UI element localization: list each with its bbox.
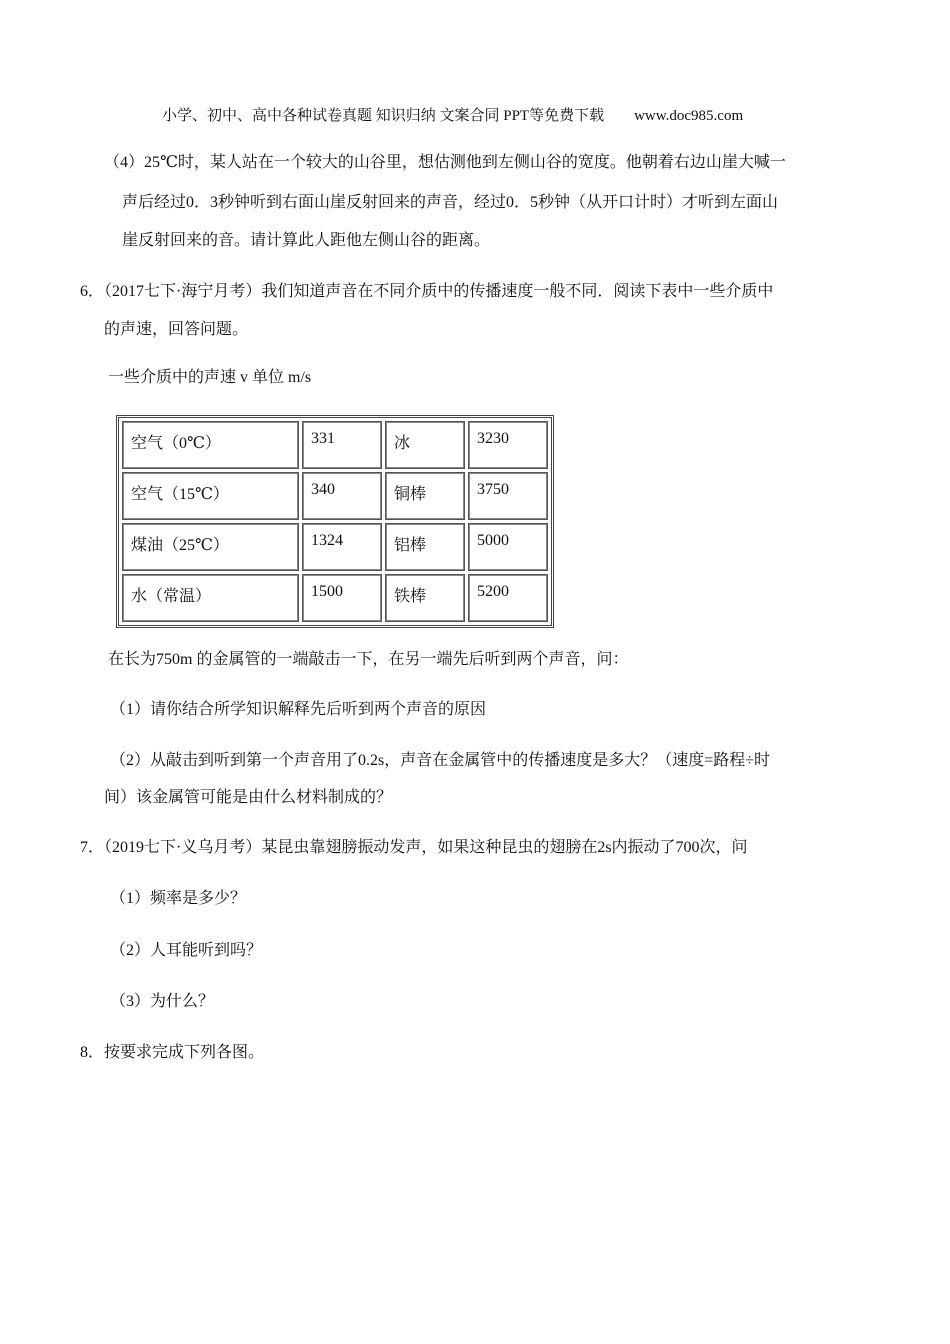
q7-sub1: （1）频率是多少？ — [110, 890, 247, 907]
table-cell: 3750 — [468, 472, 548, 520]
q6-sub1: （1）请你结合所学知识解释先后听到两个声音的原因 — [110, 701, 487, 718]
q6-sub2-line1: （2）从敲击到听到第一个声音用了0.2s，声音在金属管中的传播速度是多大？（速度=路程÷时 — [110, 752, 771, 769]
q6-stem: 在长为750m 的金属管的一端敲击一下，在另一端先后听到两个声音，问： — [108, 651, 629, 668]
q7-stem: 7．（2019七下·义乌月考）某昆虫靠翅膀振动发声，如果这种昆虫的翅膀在2s内振动了700次，问 — [80, 839, 748, 856]
table-cell: 331 — [302, 421, 382, 469]
table-cell: 空气（0℃） — [122, 421, 299, 469]
table-cell: 5200 — [468, 574, 548, 622]
table-cell: 煤油（25℃） — [122, 523, 299, 571]
table-cell: 冰 — [385, 421, 465, 469]
table-cell: 铜棒 — [385, 472, 465, 520]
table-cell: 5000 — [468, 523, 548, 571]
q7-sub2: （2）人耳能听到吗？ — [110, 942, 263, 959]
sound-speed-table — [116, 415, 554, 628]
table-cell: 1500 — [302, 574, 382, 622]
table-cell: 340 — [302, 472, 382, 520]
table-cell: 水（常温） — [122, 574, 299, 622]
table-row — [122, 574, 548, 622]
table-cell: 铁棒 — [385, 574, 465, 622]
q7-sub3: （3）为什么？ — [110, 993, 215, 1010]
q8-stem: 8．按要求完成下列各图。 — [80, 1044, 265, 1061]
table-cell: 3230 — [468, 421, 548, 469]
table-cell: 1324 — [302, 523, 382, 571]
q5-4-line2: 声后经过0．3秒钟听到右面山崖反射回来的声音，经过0．5秒钟（从开口计时）才听到左面山 — [122, 194, 779, 211]
table-cell: 空气（15℃） — [122, 472, 299, 520]
table-cell: 铝棒 — [385, 523, 465, 571]
q6-line1: 6．（2017七下·海宁月考）我们知道声音在不同介质中的传播速度一般不同．阅读下表中一些介质中 — [80, 283, 774, 300]
table-row — [122, 472, 548, 520]
q6-sub2-line2: 间）该金属管可能是由什么材料制成的？ — [104, 789, 393, 806]
page-header: 小学、初中、高中各种试卷真题 知识归纳 文案合同 PPT等免费下载 www.doc985.com — [162, 108, 744, 124]
q5-4-line1: （4）25℃时，某人站在一个较大的山谷里，想估测他到左侧山谷的宽度。他朝着右边山崖大喊一 — [104, 154, 786, 171]
table-row — [122, 421, 548, 469]
table-row — [122, 523, 548, 571]
q6-line2: 的声速，回答问题。 — [104, 321, 249, 338]
table-caption: 一些介质中的声速 v 单位 m/s — [108, 369, 312, 386]
q5-4-line3: 崖反射回来的音。请计算此人距他左侧山谷的距离。 — [122, 232, 491, 249]
